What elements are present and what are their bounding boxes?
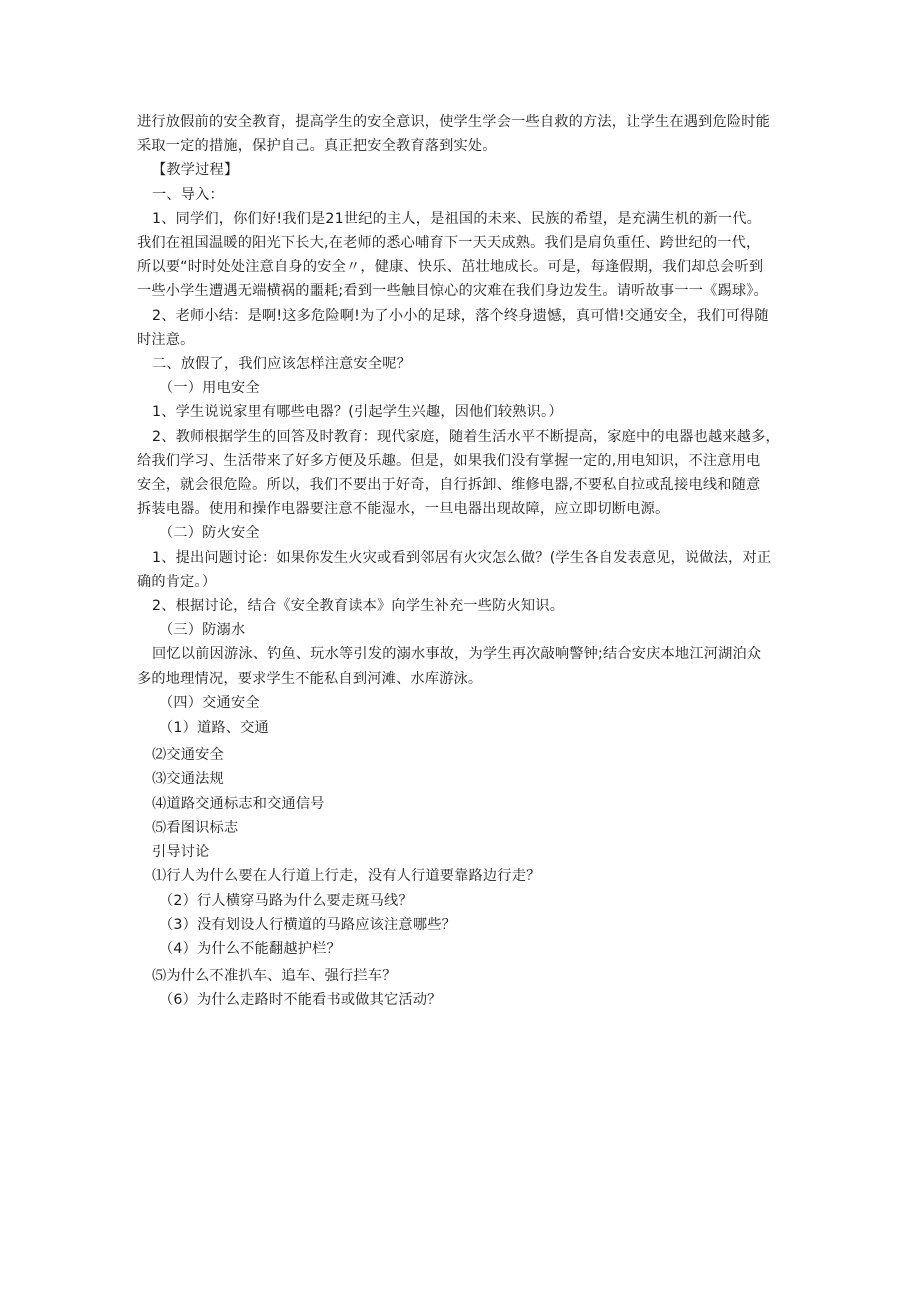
paragraph-line: 多的地理情况，要求学生不能私自到河滩、水库游泳。 — [137, 670, 483, 687]
paragraph-line: 1、学生说说家里有哪些电器？(引起学生兴趣，因他们较熟识。） — [152, 404, 563, 421]
section-heading-safety: 二、放假了，我们应该怎样注意安全呢？ — [152, 356, 411, 373]
list-item: ⑸为什么不准扒车、追车、强行拦车？ — [152, 968, 397, 985]
list-item: ⑴行人为什么要在人行道上行走，没有人行道要靠路边行走？ — [152, 868, 541, 885]
list-item: （2）行人横穿马路为什么要走斑马线？ — [159, 892, 413, 909]
paragraph-line: 1、同学们，你们好!我们是21世纪的主人，是祖国的未来、民族的希望，是充满生机的新一代。 — [152, 210, 762, 227]
subheading-traffic-safety: （四）交通安全 — [159, 694, 260, 711]
subheading-fire-safety: （二）防火安全 — [159, 525, 260, 542]
paragraph-line: 确的肯定。） — [137, 573, 217, 590]
paragraph-line: 时注意。 — [137, 331, 195, 348]
list-item: （3）没有划设人行横道的马路应该注意哪些？ — [159, 916, 456, 933]
list-item: ⑸看图识标志 — [152, 819, 239, 836]
section-heading-intro: 一、导入： — [152, 186, 224, 203]
paragraph-line: 进行放假前的安全教育，提高学生的安全意识，使学生学会一些自救的方法，让学生在遇到危险时能 — [137, 114, 771, 130]
list-item: （4）为什么不能翻越护栏？ — [159, 940, 341, 957]
list-item: ⑶交通法规 — [152, 771, 224, 788]
subheading-drowning-prevention: （三）防溺水 — [159, 622, 246, 639]
paragraph-line: 我们在祖国温暖的阳光下长大,在老师的悉心哺育下一天天成熟。我们是肩负重任、跨世纪的一代， — [137, 235, 761, 252]
section-heading-teaching-process: 【教学过程】 — [152, 162, 239, 179]
list-item: ⑵交通安全 — [152, 747, 224, 764]
list-item: ⑷道路交通标志和交通信号 — [152, 795, 325, 812]
paragraph-line: 回忆以前因游泳、钓鱼、玩水等引发的溺水事故，为学生再次敲响警钟;结合安庆本地江河湖泊众 — [152, 646, 762, 663]
list-item: （1）道路、交通 — [159, 720, 269, 737]
document-page — [137, 110, 797, 1013]
subheading-guided-discussion: 引导讨论 — [152, 844, 210, 861]
paragraph-line: 1、提出问题讨论：如果你发生火灾或看到邻居有火灾怎么做？(学生各自发表意见，说做法，对正 — [152, 549, 772, 566]
paragraph-line: 所以要“时时处处注意自身的安全〃，健康、快乐、茁壮地成长。可是，每逢假期，我们却总会听到 — [137, 259, 764, 276]
paragraph-line: 采取一定的措施，保护自己。真正把安全教育落到实处。 — [137, 138, 497, 155]
paragraph-line: 2、老师小结：是啊!这多危险啊!为了小小的足球，落个终身遗憾，真可惜!交通安全，我们可得随 — [152, 307, 769, 324]
paragraph-line: 2、教师根据学生的回答及时教育：现代家庭，随着生活水平不断提高，家庭中的电器也越来越多， — [152, 428, 780, 445]
paragraph-line: 拆装电器。使用和操作电器要注意不能湿水，一旦电器出现故障，应立即切断电源。 — [137, 501, 670, 518]
paragraph-line: 安全，就会很危险。所以，我们不要出于好奇，自行拆卸、维修电器,不要私自拉或乱接电线和随意 — [137, 477, 761, 494]
paragraph-line: 给我们学习、生活带来了好多方便及乐趣。但是，如果我们没有掌握一定的,用电知识，不注意用电 — [137, 452, 761, 469]
subheading-electric-safety: （一）用电安全 — [159, 380, 260, 397]
paragraph-line: 一些小学生遭遇无端横祸的噩耗;看到一些触目惊心的灾难在我们身边发生。请听故事一一《踢球》。 — [137, 283, 768, 300]
paragraph-line: 2、根据讨论，结合《安全教育读本》向学生补充一些防火知识。 — [152, 598, 565, 615]
list-item: （6）为什么走路时不能看书或做其它活动？ — [159, 992, 442, 1009]
